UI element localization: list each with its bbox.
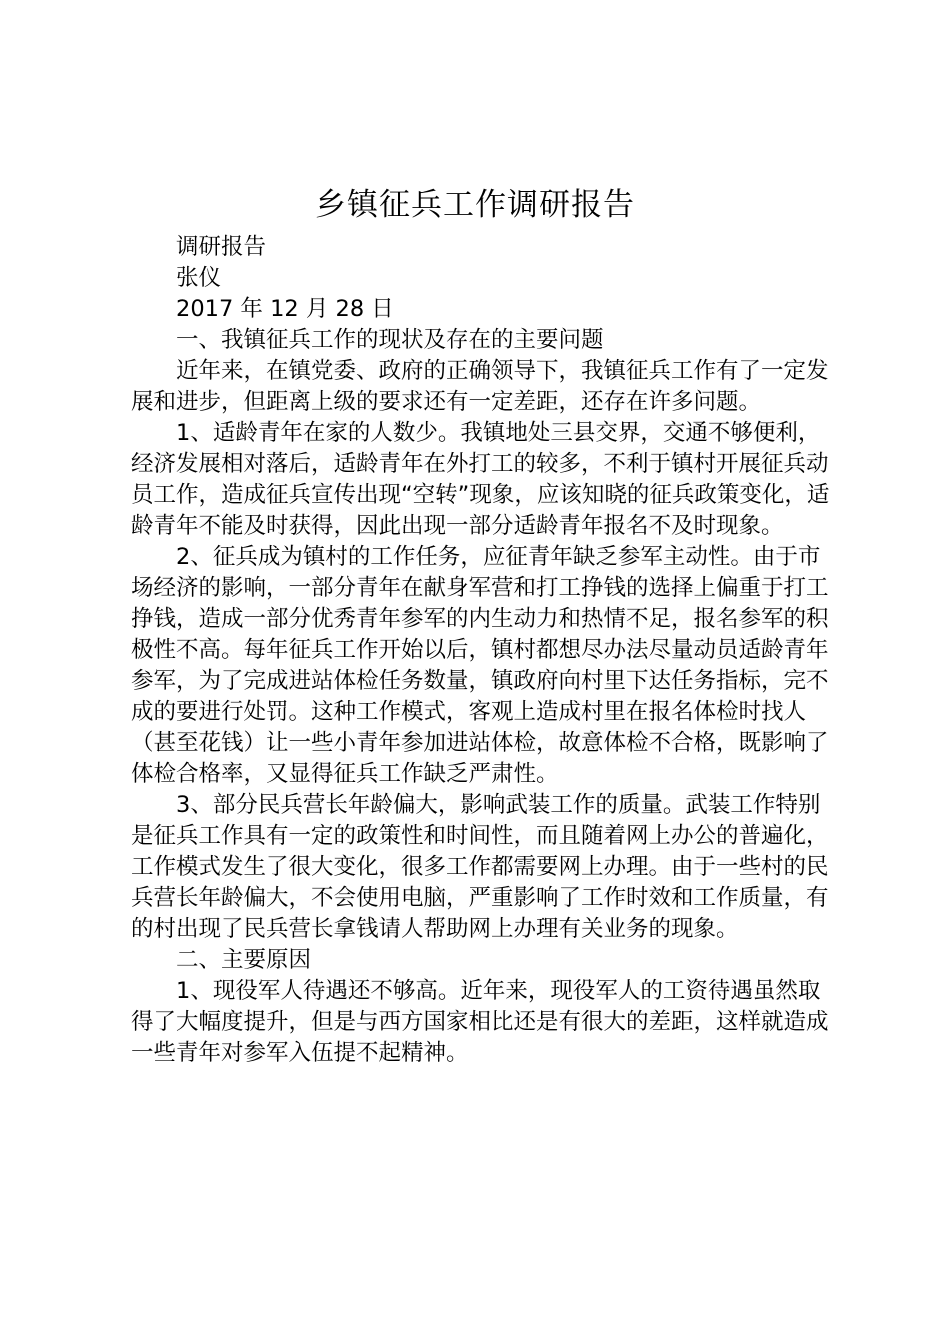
document-body bbox=[131, 232, 831, 1069]
section-heading-1: 一、我镇征兵工作的现状及存在的主要问题 bbox=[176, 327, 604, 353]
date-line: 2017 年 12 月 28 日 bbox=[176, 296, 394, 322]
paragraph: 2、征兵成为镇村的工作任务，应征青年缺乏参军主动性。由于市场经济的影响，一部分青年在献身军营和打工挣钱的选择上偏重于打工挣钱，造成一部分优秀青年参军的内生动力和热情不足，报名参军的积极性不高。每年征兵工作开始以后，镇村都想尽办法尽量动员适龄青年参军，为了完成进站体检任务数量，镇政府向村里下达任务指标，完不成的要进行处罚。这种工作模式，客观上造成村里在报名体检时找人（甚至花钱）让一些小青年参加进站体检，故意体检不合格，既影响了体检合格率，又显得征兵工作缺乏严肃性。 bbox=[131, 544, 829, 787]
paragraph: 1、适龄青年在家的人数少。我镇地处三县交界，交通不够便利，经济发展相对落后，适龄青年在外打工的较多，不利于镇村开展征兵动员工作，造成征兵宣传出现“空转”现象，应该知晓的征兵政策变化，适龄青年不能及时获得，因此出现一部分适龄青年报名不及时现象。 bbox=[131, 420, 830, 539]
report-type-line: 调研报告 bbox=[176, 234, 267, 260]
paragraph: 近年来，在镇党委、政府的正确领导下，我镇征兵工作有了一定发展和进步，但距离上级的要求还有一定差距，还存在许多问题。 bbox=[131, 358, 829, 415]
author-line: 张仪 bbox=[176, 265, 222, 291]
document-title: 乡镇征兵工作调研报告 bbox=[315, 187, 635, 223]
paragraph: 1、现役军人待遇还不够高。近年来，现役军人的工资待遇虽然取得了大幅度提升，但是与西方国家相比还是有很大的差距，这样就造成一些青年对参军入伍提不起精神。 bbox=[131, 978, 829, 1066]
paragraph: 3、部分民兵营长年龄偏大，影响武装工作的质量。武装工作特别是征兵工作具有一定的政策性和时间性，而且随着网上办公的普遍化，工作模式发生了很大变化，很多工作都需要网上办理。由于一些村的民兵营长年龄偏大，不会使用电脑，严重影响了工作时效和工作质量，有的村出现了民兵营长拿钱请人帮助网上办理有关业务的现象。 bbox=[131, 792, 829, 942]
section-heading-2: 二、主要原因 bbox=[176, 947, 312, 973]
